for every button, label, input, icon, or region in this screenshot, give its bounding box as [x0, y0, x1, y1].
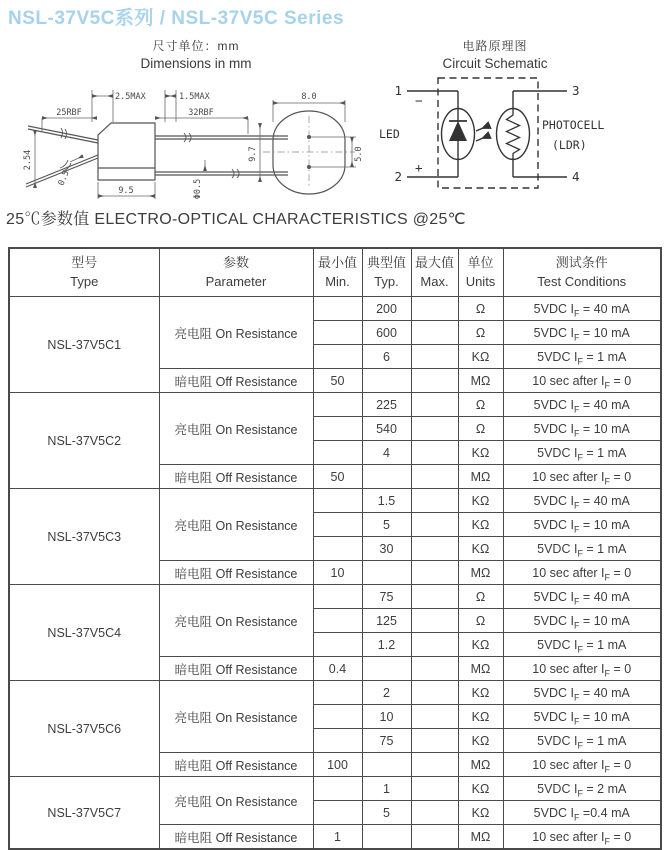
typ-cell — [362, 753, 411, 777]
max-cell — [411, 537, 458, 561]
header-max — [411, 248, 458, 297]
min-cell — [313, 393, 362, 417]
typ-cell: 125 — [362, 609, 411, 633]
pin-4-label: 4 — [572, 169, 580, 184]
typ-cell: 10 — [362, 705, 411, 729]
type-cell: NSL-37V5C2 — [9, 393, 159, 489]
header-type-en: Type — [70, 273, 99, 289]
off-param-cell: 暗电阻 Off Resistance — [159, 657, 313, 681]
table-row — [9, 681, 661, 705]
dim-label-25max: 2.5MAX — [115, 92, 146, 102]
max-cell — [411, 609, 458, 633]
package-end-view — [248, 92, 364, 194]
header-typ — [362, 248, 411, 297]
pin-1-label: 1 — [394, 83, 402, 98]
max-cell — [411, 369, 458, 393]
typ-cell: 75 — [362, 585, 411, 609]
type-cell: NSL-37V5C6 — [9, 681, 159, 777]
on-param-cell: 亮电阻 On Resistance — [159, 777, 313, 825]
max-cell — [411, 441, 458, 465]
off-param-cell: 暗电阻 Off Resistance — [159, 465, 313, 489]
on-param-cell: 亮电阻 On Resistance — [159, 585, 313, 657]
header-min — [313, 248, 362, 297]
max-cell — [411, 777, 458, 801]
typ-cell: 4 — [362, 441, 411, 465]
units-cell: MΩ — [458, 753, 503, 777]
min-cell — [313, 297, 362, 321]
cond-cell: 5VDC $I_F = 1$ mA — [503, 441, 661, 465]
units-cell: Ω — [458, 417, 503, 441]
units-cell: Ω — [458, 585, 503, 609]
section-heading: 25℃参数值 ELECTRO-OPTICAL CHARACTERISTICS @25℃ — [6, 211, 466, 228]
header-units-zh: 单位 — [467, 254, 494, 270]
units-cell: Ω — [458, 609, 503, 633]
table-row — [9, 585, 661, 609]
header-typ-en: Typ. — [374, 273, 399, 289]
units-cell: Ω — [458, 393, 503, 417]
units-cell: KΩ — [458, 801, 503, 825]
min-cell — [313, 417, 362, 441]
units-cell: KΩ — [458, 345, 503, 369]
cond-cell: 5VDC $I_F = 1$ mA — [503, 537, 661, 561]
cond-cell: 5VDC $I_F = 40$ mA — [503, 297, 661, 321]
max-cell — [411, 705, 458, 729]
units-cell: MΩ — [458, 369, 503, 393]
typ-cell — [362, 561, 411, 585]
cond-cell: 5VDC $I_F = 2$ mA — [503, 777, 661, 801]
max-cell — [411, 753, 458, 777]
typ-cell: 2 — [362, 681, 411, 705]
package-dimension-drawing — [8, 76, 368, 208]
cond-cell: 5VDC $I_F = 10$ mA — [503, 321, 661, 345]
schematic-caption-zh: 电路原理图 — [462, 39, 528, 53]
cond-cell: 5VDC $I_F = 1$ mA — [503, 345, 661, 369]
min-cell — [313, 801, 362, 825]
min-cell — [313, 321, 362, 345]
max-cell — [411, 297, 458, 321]
units-cell: KΩ — [458, 537, 503, 561]
typ-cell — [362, 825, 411, 850]
table-row — [9, 489, 661, 513]
table-row — [9, 393, 661, 417]
cond-cell: 5VDC $I_F =0.4$ mA — [503, 801, 661, 825]
header-conditions-zh: 测试条件 — [555, 254, 608, 270]
typ-cell — [362, 369, 411, 393]
electro-optical-characteristics-table — [8, 247, 662, 850]
header-min-zh: 最小值 — [317, 254, 357, 270]
cond-cell: 5VDC $I_F = 10$ mA — [503, 705, 661, 729]
max-cell — [411, 345, 458, 369]
cond-cell: 10 sec after $I_F = 0$ — [503, 753, 661, 777]
cond-cell: 5VDC $I_F = 40$ mA — [503, 585, 661, 609]
min-cell — [313, 489, 362, 513]
plus-sign: + — [415, 160, 423, 175]
typ-cell: 200 — [362, 297, 411, 321]
header-parameter — [159, 248, 313, 297]
typ-cell: 540 — [362, 417, 411, 441]
photocell-label: PHOTOCELL — [542, 118, 605, 132]
units-cell: Ω — [458, 297, 503, 321]
units-cell: KΩ — [458, 489, 503, 513]
min-cell — [313, 681, 362, 705]
max-cell — [411, 681, 458, 705]
header-parameter-en: Parameter — [205, 273, 267, 289]
min-cell — [313, 633, 362, 657]
circuit-schematic-figure — [375, 70, 668, 205]
schematic-caption-en: Circuit Schematic — [442, 55, 548, 71]
led-symbol — [442, 109, 475, 160]
typ-cell: 5 — [362, 801, 411, 825]
typ-cell: 6 — [362, 345, 411, 369]
min-cell — [313, 585, 362, 609]
on-param-cell: 亮电阻 On Resistance — [159, 297, 313, 369]
min-cell — [313, 345, 362, 369]
min-cell — [313, 609, 362, 633]
typ-cell: 225 — [362, 393, 411, 417]
units-cell: MΩ — [458, 825, 503, 850]
cond-cell: 5VDC $I_F = 10$ mA — [503, 609, 661, 633]
page-title: NSL-37V5C系列 / NSL-37V5C Series — [8, 8, 345, 29]
header-units-en: Units — [465, 273, 496, 289]
units-cell: KΩ — [458, 777, 503, 801]
max-cell — [411, 489, 458, 513]
pin-3-label: 3 — [572, 83, 580, 98]
dim-label-pitch: 2.54 — [23, 149, 33, 171]
dim-label-body-length: 9.5 — [118, 186, 134, 196]
cond-cell: 5VDC $I_F = 10$ mA — [503, 417, 661, 441]
units-cell: MΩ — [458, 561, 503, 585]
units-cell: KΩ — [458, 681, 503, 705]
max-cell — [411, 825, 458, 850]
cond-cell: 5VDC $I_F = 40$ mA — [503, 489, 661, 513]
header-max-zh: 最大值 — [414, 254, 454, 270]
min-cell — [313, 777, 362, 801]
typ-cell: 30 — [362, 537, 411, 561]
light-arrows-icon — [476, 125, 490, 141]
dim-label-lead-thickness: 0.5 — [56, 169, 72, 188]
max-cell — [411, 513, 458, 537]
minus-sign: − — [415, 93, 423, 108]
header-parameter-zh: 参数 — [222, 254, 249, 270]
min-cell — [313, 537, 362, 561]
cond-cell: 5VDC $I_F = 1$ mA — [503, 633, 661, 657]
cond-cell: 10 sec after $I_F = 0$ — [503, 561, 661, 585]
pin-2-label: 2 — [394, 169, 402, 184]
typ-cell: 5 — [362, 513, 411, 537]
on-param-cell: 亮电阻 On Resistance — [159, 393, 313, 465]
units-cell: Ω — [458, 321, 503, 345]
max-cell — [411, 801, 458, 825]
min-cell: 0.4 — [313, 657, 362, 681]
header-type — [9, 248, 159, 297]
on-param-cell: 亮电阻 On Resistance — [159, 489, 313, 561]
max-cell — [411, 585, 458, 609]
led-label: LED — [379, 127, 400, 141]
min-cell — [313, 441, 362, 465]
on-param-cell: 亮电阻 On Resistance — [159, 681, 313, 753]
min-cell: 50 — [313, 369, 362, 393]
ldr-label: (LDR) — [552, 138, 587, 152]
cond-cell: 5VDC $I_F = 10$ mA — [503, 513, 661, 537]
off-param-cell: 暗电阻 Off Resistance — [159, 825, 313, 850]
cond-cell: 5VDC $I_F = 1$ mA — [503, 729, 661, 753]
header-max-en: Max. — [420, 273, 449, 289]
typ-cell — [362, 465, 411, 489]
dim-label-right-lead: 32RBF — [188, 108, 214, 118]
cond-cell: 10 sec after $I_F = 0$ — [503, 369, 661, 393]
max-cell — [411, 393, 458, 417]
typ-cell — [362, 657, 411, 681]
dim-label-pin-spacing: 5.0 — [354, 146, 364, 162]
typ-cell: 600 — [362, 321, 411, 345]
units-cell: MΩ — [458, 465, 503, 489]
schematic-caption — [395, 39, 595, 72]
header-row — [9, 248, 661, 297]
units-cell: KΩ — [458, 705, 503, 729]
dim-label-lead-dia: Φ0.5 — [193, 178, 203, 200]
header-conditions — [503, 248, 661, 297]
min-cell: 1 — [313, 825, 362, 850]
units-cell: KΩ — [458, 513, 503, 537]
off-param-cell: 暗电阻 Off Resistance — [159, 369, 313, 393]
header-min-en: Min. — [325, 273, 350, 289]
min-cell: 10 — [313, 561, 362, 585]
type-cell: NSL-37V5C7 — [9, 777, 159, 850]
typ-cell: 1.2 — [362, 633, 411, 657]
table-row — [9, 297, 661, 321]
max-cell — [411, 633, 458, 657]
header-conditions-en: Test Conditions — [537, 273, 627, 289]
type-cell: NSL-37V5C3 — [9, 489, 159, 585]
header-units — [458, 248, 503, 297]
dim-label-left-lead: 25RBF — [56, 108, 82, 118]
max-cell — [411, 657, 458, 681]
max-cell — [411, 417, 458, 441]
type-cell: NSL-37V5C4 — [9, 585, 159, 681]
photocell-symbol — [497, 109, 530, 160]
off-param-cell: 暗电阻 Off Resistance — [159, 561, 313, 585]
max-cell — [411, 321, 458, 345]
dimensions-caption — [96, 39, 296, 72]
cond-cell: 5VDC $I_F = 40$ mA — [503, 393, 661, 417]
cond-cell: 10 sec after $I_F = 0$ — [503, 465, 661, 489]
header-type-zh: 型号 — [71, 254, 98, 270]
units-cell: MΩ — [458, 657, 503, 681]
typ-cell: 1.5 — [362, 489, 411, 513]
min-cell: 50 — [313, 465, 362, 489]
cond-cell: 10 sec after $I_F = 0$ — [503, 657, 661, 681]
cond-cell: 5VDC $I_F = 40$ mA — [503, 681, 661, 705]
cond-cell: 10 sec after $I_F = 0$ — [503, 825, 661, 850]
min-cell — [313, 705, 362, 729]
dim-label-face-width: 8.0 — [301, 92, 317, 102]
units-cell: KΩ — [458, 633, 503, 657]
units-cell: KΩ — [458, 441, 503, 465]
typ-cell: 1 — [362, 777, 411, 801]
off-param-cell: 暗电阻 Off Resistance — [159, 753, 313, 777]
min-cell: 100 — [313, 753, 362, 777]
min-cell — [313, 513, 362, 537]
dimensions-caption-en: Dimensions in mm — [140, 55, 252, 71]
typ-cell: 75 — [362, 729, 411, 753]
units-cell: KΩ — [458, 729, 503, 753]
type-cell: NSL-37V5C1 — [9, 297, 159, 393]
min-cell — [313, 729, 362, 753]
dimensions-caption-zh: 尺寸单位：mm — [152, 39, 240, 53]
max-cell — [411, 729, 458, 753]
max-cell — [411, 465, 458, 489]
dim-label-15max: 1.5MAX — [179, 92, 210, 102]
max-cell — [411, 561, 458, 585]
header-typ-zh: 典型值 — [366, 254, 406, 270]
table-row — [9, 777, 661, 801]
dim-label-face-height: 9.7 — [248, 146, 258, 162]
